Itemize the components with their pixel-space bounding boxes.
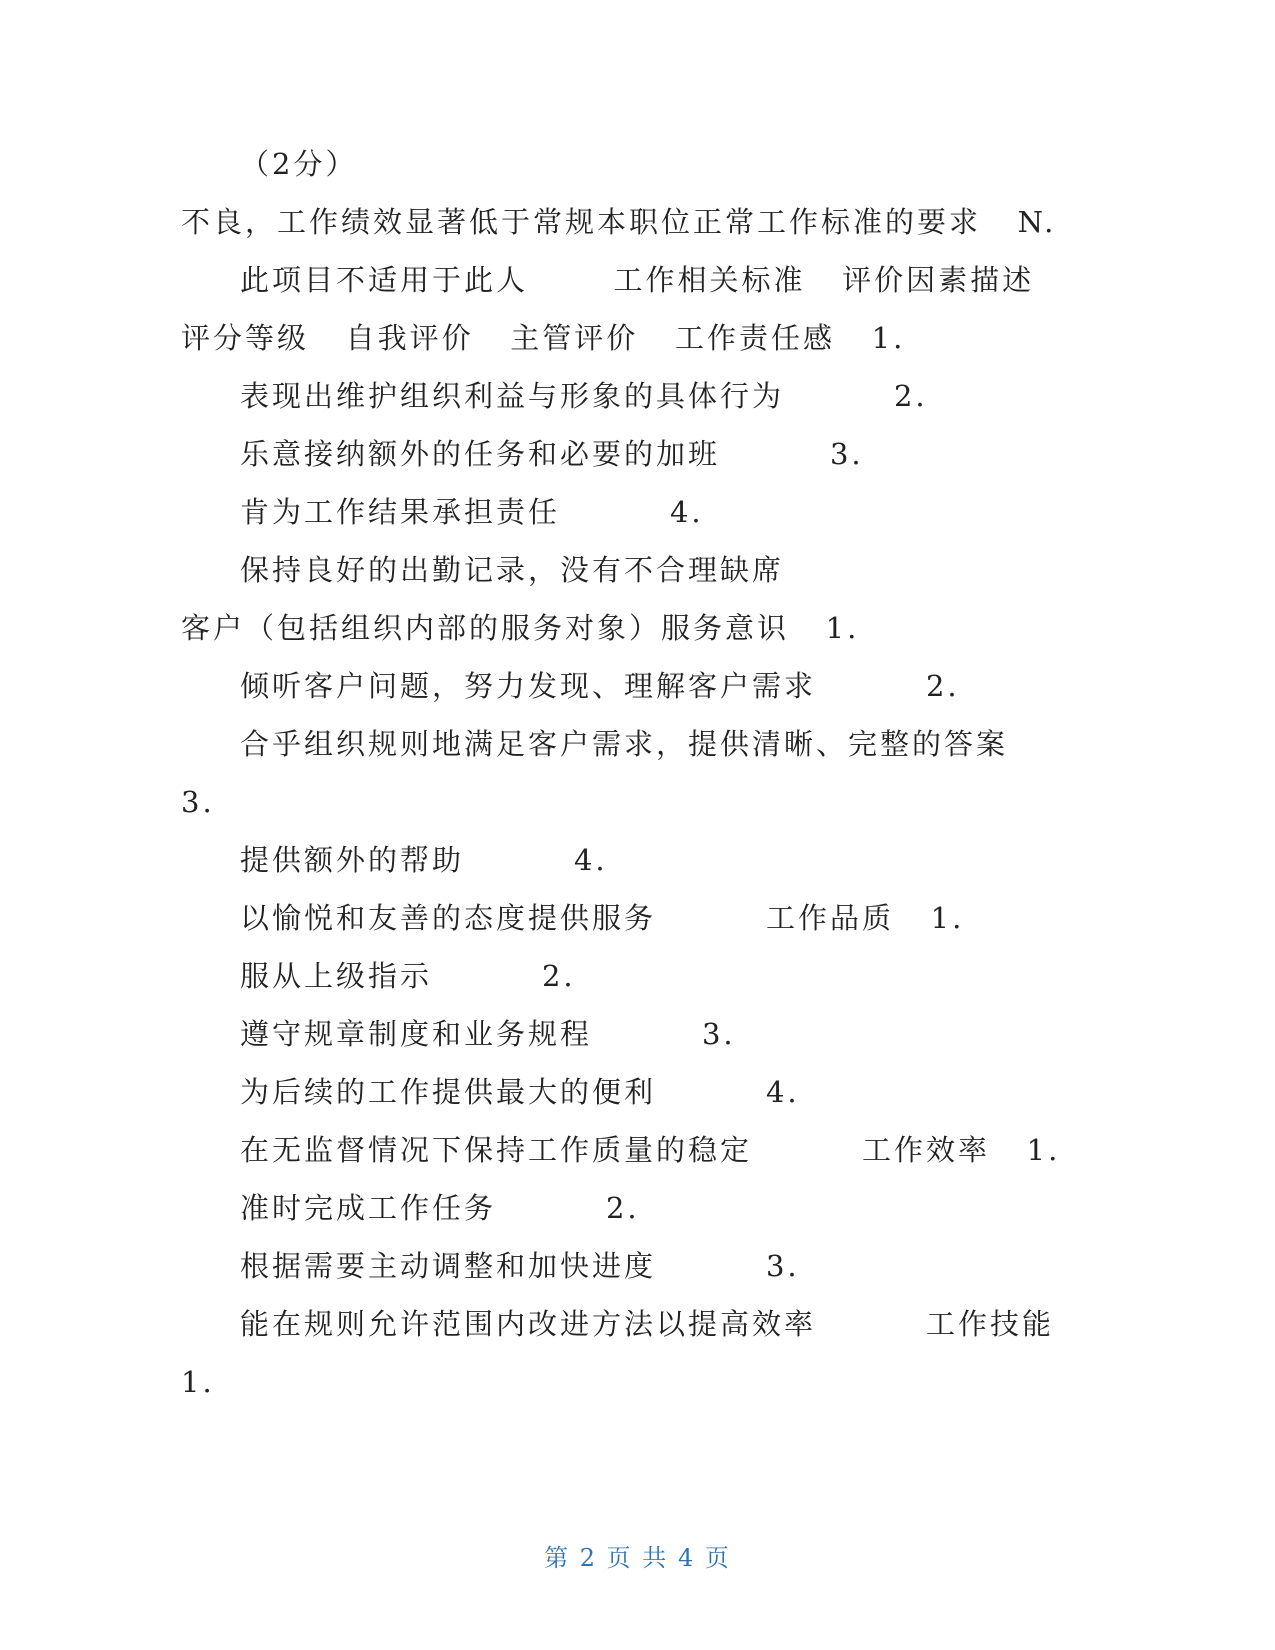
text-line-customer-4: 以愉悦和友善的态度提供服务 工作品质 1. (240, 901, 965, 935)
text-line-responsibility-1: 表现出维护组织利益与形象的具体行为 2. (240, 379, 928, 413)
text-line-customer-2: 合乎组织规则地满足客户需求，提供清晰、完整的答案 (240, 727, 1009, 761)
text-line-skill-number: 1. (181, 1365, 215, 1399)
text-line-quality-1: 服从上级指示 2. (240, 959, 576, 993)
text-line-not-applicable: 此项目不适用于此人 工作相关标准 评价因素描述 (240, 263, 1035, 297)
text-line-customer-2-number: 3. (181, 785, 215, 819)
text-line-quality-3: 为后续的工作提供最大的便利 4. (240, 1075, 800, 1109)
text-line-efficiency-3: 能在规则允许范围内改进方法以提高效率 工作技能 (240, 1307, 1054, 1341)
text-line-poor: 不良，工作绩效显著低于常规本职位正常工作标准的要求 N. (181, 205, 1057, 239)
text-line-efficiency-1: 准时完成工作任务 2. (240, 1191, 640, 1225)
text-line-responsibility-3: 肯为工作结果承担责任 4. (240, 495, 704, 529)
text-line-responsibility-2: 乐意接纳额外的任务和必要的加班 3. (240, 437, 864, 471)
text-line-customer-1: 倾听客户问题，努力发现、理解客户需求 2. (240, 669, 960, 703)
text-line-responsibility-4: 保持良好的出勤记录，没有不合理缺席 (240, 553, 785, 587)
page-number-footer: 第 2 页 共 4 页 (544, 1544, 731, 1572)
text-line-customer-3: 提供额外的帮助 4. (240, 843, 608, 877)
text-line-efficiency-2: 根据需要主动调整和加快进度 3. (240, 1249, 800, 1283)
text-line-customer-service: 客户（包括组织内部的服务对象）服务意识 1. (181, 611, 860, 645)
text-line-quality-4: 在无监督情况下保持工作质量的稳定 工作效率 1. (240, 1133, 1061, 1167)
text-line-rating-header: 评分等级 自我评价 主管评价 工作责任感 1. (181, 321, 906, 355)
text-line-quality-2: 遵守规章制度和业务规程 3. (240, 1017, 736, 1051)
text-line-score: （2分） (240, 147, 358, 181)
